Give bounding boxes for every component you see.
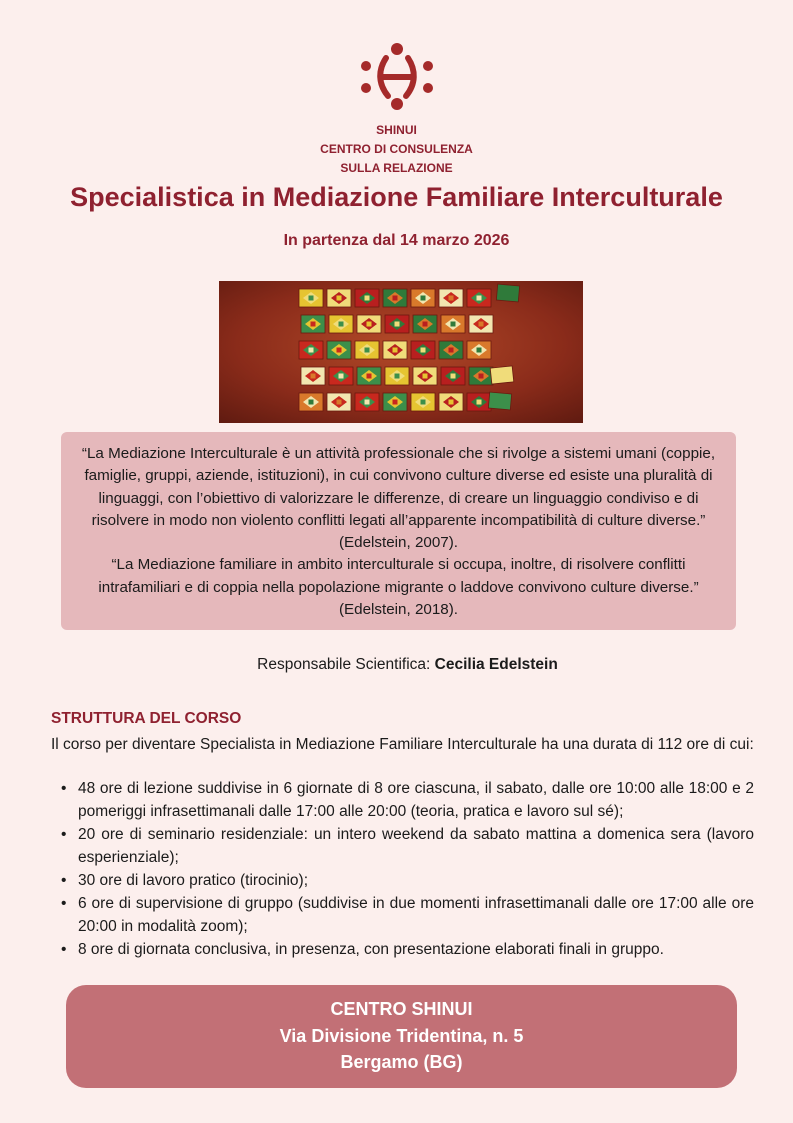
- patchwork-textile-image: [219, 281, 583, 423]
- list-item: • 20 ore di seminario residenziale: un intero weekend da sabato mattina a domenica sera (lavoro esperienziale);: [61, 823, 754, 869]
- center-name: CENTRO SHINUI: [330, 999, 473, 1019]
- quote-paragraph: “La Mediazione Interculturale è un attività professionale che si rivolge a sistemi umani (coppie, famiglie, gruppi, aziende, istituzioni), in cui convivono culture diverse ed esiste una pluralità di linguaggi, con l’obiettivo di valorizzare le differenze, di creare un linguaggio condiviso e di risolvere in modo non violento conflitti legati all’apparente incompatibilità di culture diverse.” (Edelstein, 2007).: [81, 445, 716, 552]
- address-street: Via Divisione Tridentina, n. 5: [279, 1025, 524, 1046]
- org-line: CENTRO DI CONSULENZA: [320, 142, 473, 156]
- responsible-label: Responsabile Scientifica:: [257, 656, 435, 673]
- list-item: • 8 ore di giornata conclusiva, in presenza, con presentazione elaborati finali in gruppo.: [61, 938, 754, 961]
- shinui-logo-icon: [358, 40, 436, 112]
- scientific-responsible: [0, 656, 793, 674]
- list-item: • 30 ore di lavoro pratico (tirocinio);: [61, 869, 754, 892]
- responsible-name: Cecilia Edelstein: [434, 656, 558, 673]
- quote-box: [61, 432, 736, 630]
- org-line: SULLA RELAZIONE: [340, 161, 453, 175]
- course-structure-list: [61, 777, 754, 961]
- org-name: [0, 121, 793, 178]
- list-item: • 6 ore di supervisione di gruppo (suddivise in due momenti infrasettimanali dalle ore 17:00 alle ore 20:00 in modalità zoom);: [61, 892, 754, 938]
- start-date-subtitle: In partenza dal 14 marzo 2026: [283, 232, 510, 249]
- page-title: Specialistica in Mediazione Familiare Interculturale: [70, 182, 723, 212]
- section-heading: STRUTTURA DEL CORSO: [51, 710, 242, 727]
- list-item: • 48 ore di lezione suddivise in 6 giornate di 8 ore ciascuna, il sabato, dalle ore 10:00 alle 18:00 e 2 pomeriggi infrasettimanali dalle 17:00 alle 20:00 (teoria, pratica e lavoro sul sé);: [61, 777, 754, 823]
- address-box: [66, 985, 737, 1088]
- org-line: SHINUI: [376, 123, 417, 137]
- quote-paragraph: “La Mediazione familiare in ambito interculturale si occupa, inoltre, di risolvere conflitti intrafamiliari e di coppia nella popolazione migrante o laddove convivono culture diverse.” (Edelstein, 2018).: [98, 556, 699, 619]
- course-intro: Il corso per diventare Specialista in Mediazione Familiare Interculturale ha una durata di 112 ore di cui:: [51, 736, 754, 753]
- address-city: Bergamo (BG): [340, 1052, 463, 1072]
